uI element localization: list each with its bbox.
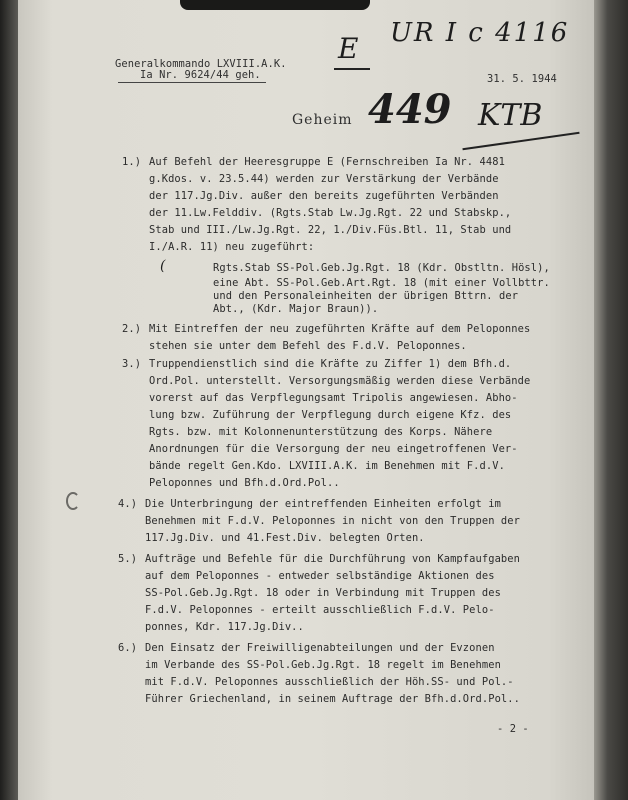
paragraph-3-line: Ord.Pol. unterstellt. Versorgungsmäßig werden diese Verbände	[149, 375, 531, 387]
handwritten-mark-top: UR I c 4116	[390, 18, 570, 48]
margin-tick: (	[160, 258, 166, 274]
page-footer: - 2 -	[497, 723, 529, 735]
paragraph-6-line: Führer Griechenland, in seinem Auftrage der Bfh.d.Ord.Pol..	[145, 693, 520, 705]
paragraph-5-line: F.d.V. Peloponnes - erteilt ausschließlich F.d.V. Pelo-	[145, 604, 495, 616]
classification-stamp: Geheim	[292, 112, 353, 128]
paragraph-6-number: 6.)	[118, 642, 138, 654]
paragraph-1-line: Auf Befehl der Heeresgruppe E (Fernschreiben Ia Nr. 4481	[149, 156, 505, 168]
scan-top-clip	[180, 0, 370, 10]
paragraph-6-line: mit F.d.V. Peloponnes ausschließlich der Höh.SS- und Pol.-	[145, 676, 514, 688]
paragraph-1-line: I./A.R. 11) neu zugeführt:	[149, 241, 315, 253]
paragraph-1-line: der 11.Lw.Felddiv. (Rgts.Stab Lw.Jg.Rgt. 22 und Stabskp.,	[149, 207, 512, 219]
paragraph-4-number: 4.)	[118, 498, 138, 510]
document-date: 31. 5. 1944	[487, 73, 557, 85]
paragraph-5-line: Aufträge und Befehle für die Durchführung von Kampfaufgaben	[145, 553, 520, 565]
paragraph-1-number: 1.)	[122, 156, 142, 168]
paragraph-2-line: Mit Eintreffen der neu zugeführten Kräfte auf dem Peloponnes	[149, 323, 531, 335]
paragraph-3-line: Truppendienstlich sind die Kräfte zu Ziffer 1) dem Bfh.d.	[149, 358, 512, 370]
handwritten-page-number: 449	[368, 86, 452, 133]
paragraph-1-line: Stab und III./Lw.Jg.Rgt. 22, 1./Div.Füs.Btl. 11, Stab und	[149, 224, 512, 236]
reference-number: Ia Nr. 9624/44 geh.	[140, 69, 261, 81]
scan-right-edge	[594, 0, 628, 800]
paragraph-3-line: Peloponnes und Bfh.d.Ord.Pol..	[149, 477, 340, 489]
handwritten-ktb: KTB	[478, 98, 543, 133]
handwritten-mark-e: E	[338, 32, 359, 65]
paragraph-3-line: vorerst auf das Verpflegungsamt Tripolis angewiesen. Abho-	[149, 392, 518, 404]
paragraph-5-number: 5.)	[118, 553, 138, 565]
paragraph-5-line: SS-Pol.Geb.Jg.Rgt. 18 oder in Verbindung mit Truppen des	[145, 587, 501, 599]
unit-list-line: Rgts.Stab SS-Pol.Geb.Jg.Rgt. 18 (Kdr. Obstltn. Hösl),	[213, 262, 550, 274]
paragraph-3-line: Anordnungen für die Versorgung der neu eingetroffenen Ver-	[149, 443, 518, 455]
paragraph-3-number: 3.)	[122, 358, 142, 370]
paragraph-3-line: Rgts. bzw. mit Kolonnenunterstützung des Korps. Nähere	[149, 426, 493, 438]
paragraph-4-line: Benehmen mit F.d.V. Peloponnes in nicht von den Truppen der	[145, 515, 520, 527]
mark-e-underline	[334, 68, 370, 70]
paragraph-3-line: bände regelt Gen.Kdo. LXVIII.A.K. im Benehmen mit F.d.V.	[149, 460, 505, 472]
unit-list-line: und den Personaleinheiten der übrigen Bttrn. der	[213, 290, 519, 302]
paragraph-6-line: im Verbande des SS-Pol.Geb.Jg.Rgt. 18 regelt im Benehmen	[145, 659, 501, 671]
punch-hole-mark	[66, 492, 80, 510]
paragraph-1-line: g.Kdos. v. 23.5.44) werden zur Verstärkung der Verbände	[149, 173, 499, 185]
paragraph-6-line: Den Einsatz der Freiwilligenabteilungen und der Evzonen	[145, 642, 495, 654]
unit-list-line: Abt., (Kdr. Major Braun)).	[213, 303, 379, 315]
paragraph-5-line: auf dem Peloponnes - entweder selbständige Aktionen des	[145, 570, 495, 582]
paragraph-5-line: ponnes, Kdr. 117.Jg.Div..	[145, 621, 304, 633]
reference-underline	[118, 82, 266, 83]
paragraph-3-line: lung bzw. Zuführung der Verpflegung durch eigene Kfz. des	[149, 409, 512, 421]
unit-list-line: eine Abt. SS-Pol.Geb.Art.Rgt. 18 (mit einer Vollbttr.	[213, 277, 550, 289]
scan-left-edge	[0, 0, 18, 800]
paragraph-2-number: 2.)	[122, 323, 142, 335]
paragraph-1-line: der 117.Jg.Div. außer den bereits zugeführten Verbänden	[149, 190, 499, 202]
paragraph-4-line: Die Unterbringung der eintreffenden Einheiten erfolgt im	[145, 498, 501, 510]
issuing-command: Generalkommando LXVIII.A.K.	[115, 58, 287, 70]
paragraph-4-line: 117.Jg.Div. und 41.Fest.Div. belegten Orten.	[145, 532, 425, 544]
paragraph-2-line: stehen sie unter dem Befehl des F.d.V. Peloponnes.	[149, 340, 467, 352]
